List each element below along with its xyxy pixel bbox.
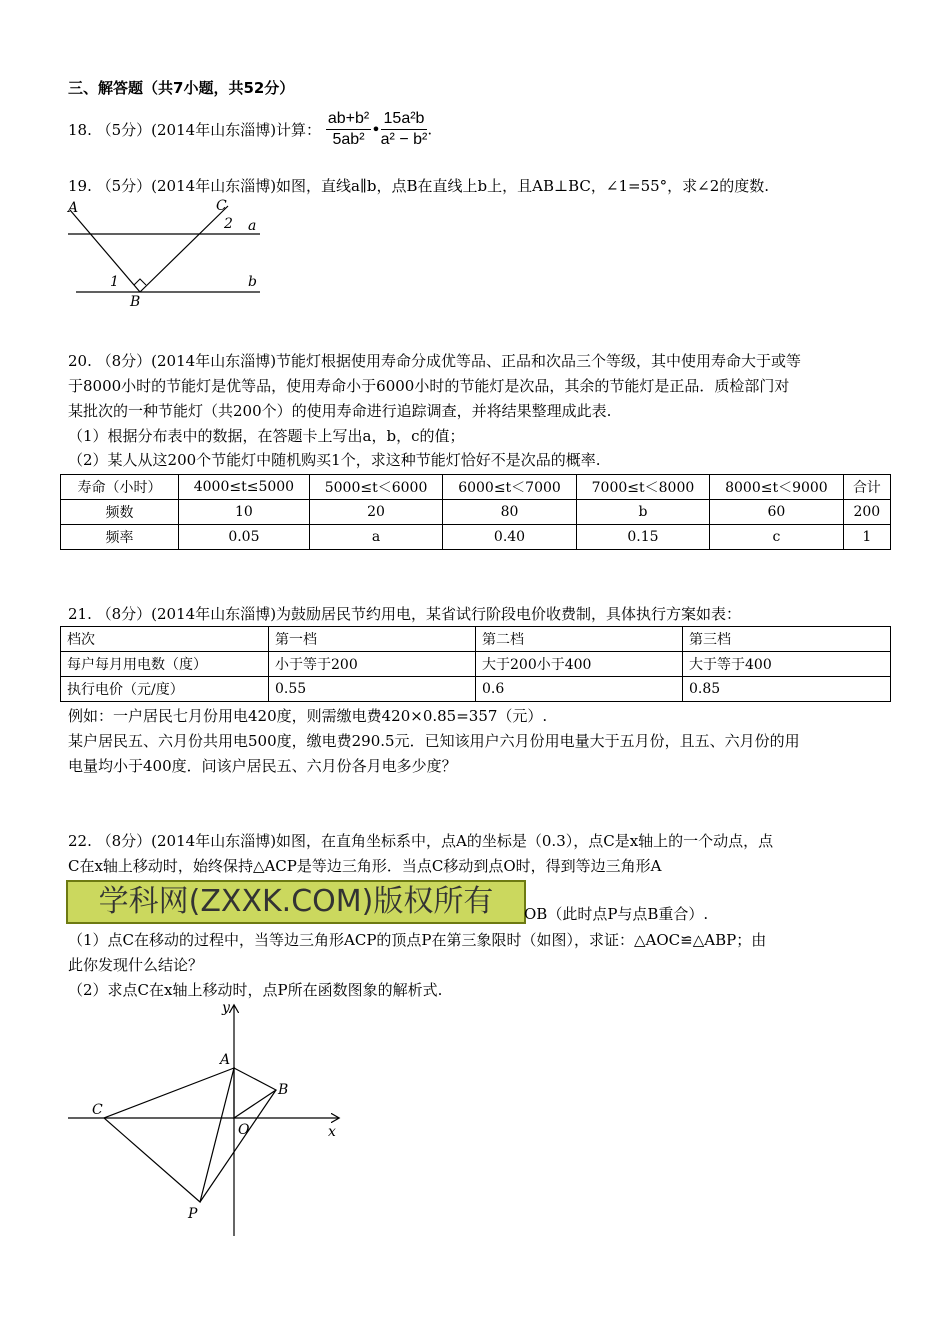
label-P: P [188,1206,198,1222]
table-cell: 小于等于200 [269,652,476,677]
table-cell: 档次 [61,627,269,652]
q18-fraction-2 [381,110,428,149]
table-cell: 200 [843,500,890,525]
table-cell: 每户每月用电数（度） [61,652,269,677]
q21-line-2: 某户居民五、六月份共用电500度，缴电费290.5元．已知该用户六月份用电量大于五月份，且五、六月份的用 [68,732,800,750]
table-cell: 合计 [843,475,890,500]
q22-line-3-tail: OB（此时点P与点B重合）. [524,905,709,923]
watermark-banner: 学科网(ZXXK.COM)版权所有 [66,880,526,924]
q18-f2-numerator: 15a²b [381,110,428,130]
table-row [61,677,891,702]
question-18 [68,110,432,149]
q19-figure [60,198,280,310]
table-row [61,627,891,652]
table-cell: a [309,525,442,550]
label-O: O [238,1122,250,1138]
table-cell: 80 [443,500,576,525]
q18-dot: • [371,120,381,139]
q21-line-3: 电量均小于400度．问该户居民五、六月份各月电多少度？ [68,757,457,775]
label-x: x [328,1124,336,1140]
triangle-acp [104,1068,234,1202]
segment-pb [200,1090,276,1202]
label-angle-1: 1 [110,274,119,290]
table-cell: 频数 [61,500,179,525]
q20-line-2: 于8000小时的节能灯是优等品，使用寿命小于6000小时的节能灯是次品，其余的节能灯是正品．质检部门对 [68,377,790,395]
table-row [61,500,891,525]
q22-line-1: 22. （8分）(2014年山东淄博)如图，在直角坐标系中，点A的坐标是（0.3），点C是x轴上的一个动点，点 [68,832,774,850]
table-cell: 8000≤t＜9000 [710,475,843,500]
table-cell: 5000≤t＜6000 [309,475,442,500]
table-cell: 60 [710,500,843,525]
section-title: 三、解答题（共7小题，共52分） [68,79,295,97]
q18-f1-numerator: ab+b² [326,110,371,130]
q22-line-2: C在x轴上移动时，始终保持△ACP是等边三角形．当点C移动到点O时，得到等边三角形A [68,857,662,875]
table-row [61,525,891,550]
q21-table [60,626,891,702]
q22-line-6: （2）求点C在x轴上移动时，点P所在函数图象的解析式. [68,981,443,999]
table-cell: b [576,500,709,525]
right-angle-mark [134,279,146,285]
q21-line-1: 例如：一户居民七月份用电420度，则需缴电费420×0.85=357（元）. [68,707,548,725]
table-cell: 大于等于400 [683,652,891,677]
table-cell: 6000≤t＜7000 [443,475,576,500]
table-cell: 20 [309,500,442,525]
table-cell: 第一档 [269,627,476,652]
q18-f2-denominator: a² − b² [380,131,428,148]
label-y: y [222,1000,230,1016]
table-cell: 大于200小于400 [476,652,683,677]
label-a: a [248,218,257,234]
table-cell: 执行电价（元/度） [61,677,269,702]
table-row [61,652,891,677]
table-cell: 频率 [61,525,179,550]
q20-table [60,474,891,550]
q20-line-5: （2）某人从这200个节能灯中随机购买1个，求这种节能灯恰好不是次品的概率. [68,451,601,469]
q18-f1-denominator: 5ab² [332,131,365,148]
q22-line-5: 此你发现什么结论？ [68,956,204,974]
table-cell: 0.40 [443,525,576,550]
label-C: C [216,198,227,214]
label-b: b [248,274,257,290]
table-cell: 1 [843,525,890,550]
table-header-row [61,475,891,500]
label-B: B [278,1082,289,1098]
label-angle-2: 2 [224,216,233,232]
q18-fraction-1 [326,110,371,149]
q18-prefix: 18. （5分）(2014年山东淄博)计算： [68,121,322,139]
q19-text: 19. （5分）(2014年山东淄博)如图，直线a∥b，点B在直线上b上，且AB⊥BC，∠1=55°，求∠2的度数. [68,177,770,195]
table-cell: 0.85 [683,677,891,702]
triangle-aob [234,1068,276,1118]
q18-end: . [427,120,433,139]
table-cell: 0.55 [269,677,476,702]
segment-ab [70,210,140,292]
q20-line-4: （1）根据分布表中的数据，在答题卡上写出a，b，c的值； [68,427,465,445]
segment-bc [140,206,228,292]
q20-line-3: 某批次的一种节能灯（共200个）的使用寿命进行追踪调查，并将结果整理成此表. [68,402,612,420]
label-A: A [220,1052,231,1068]
q22-figure [60,998,360,1242]
q20-line-1: 20. （8分）(2014年山东淄博)节能灯根据使用寿命分成优等品、正品和次品三个等级，其中使用寿命大于或等 [68,352,802,370]
table-cell: 7000≤t＜8000 [576,475,709,500]
label-C: C [92,1102,103,1118]
table-cell: 0.15 [576,525,709,550]
table-cell: 0.05 [179,525,310,550]
table-cell: 10 [179,500,310,525]
label-A: A [68,200,79,216]
label-B: B [130,294,141,310]
q22-line-4: （1）点C在移动的过程中，当等边三角形ACP的顶点P在第三象限时（如图），求证：△AOC≌△ABP；由 [68,931,767,949]
q21-intro: 21. （8分）(2014年山东淄博)为鼓励居民节约用电，某省试行阶段电价收费制，具体执行方案如表： [68,605,742,623]
table-cell: 寿命（小时） [61,475,179,500]
table-cell: c [710,525,843,550]
table-cell: 第三档 [683,627,891,652]
table-cell: 第二档 [476,627,683,652]
table-cell: 0.6 [476,677,683,702]
table-cell: 4000≤t≤5000 [179,475,310,500]
